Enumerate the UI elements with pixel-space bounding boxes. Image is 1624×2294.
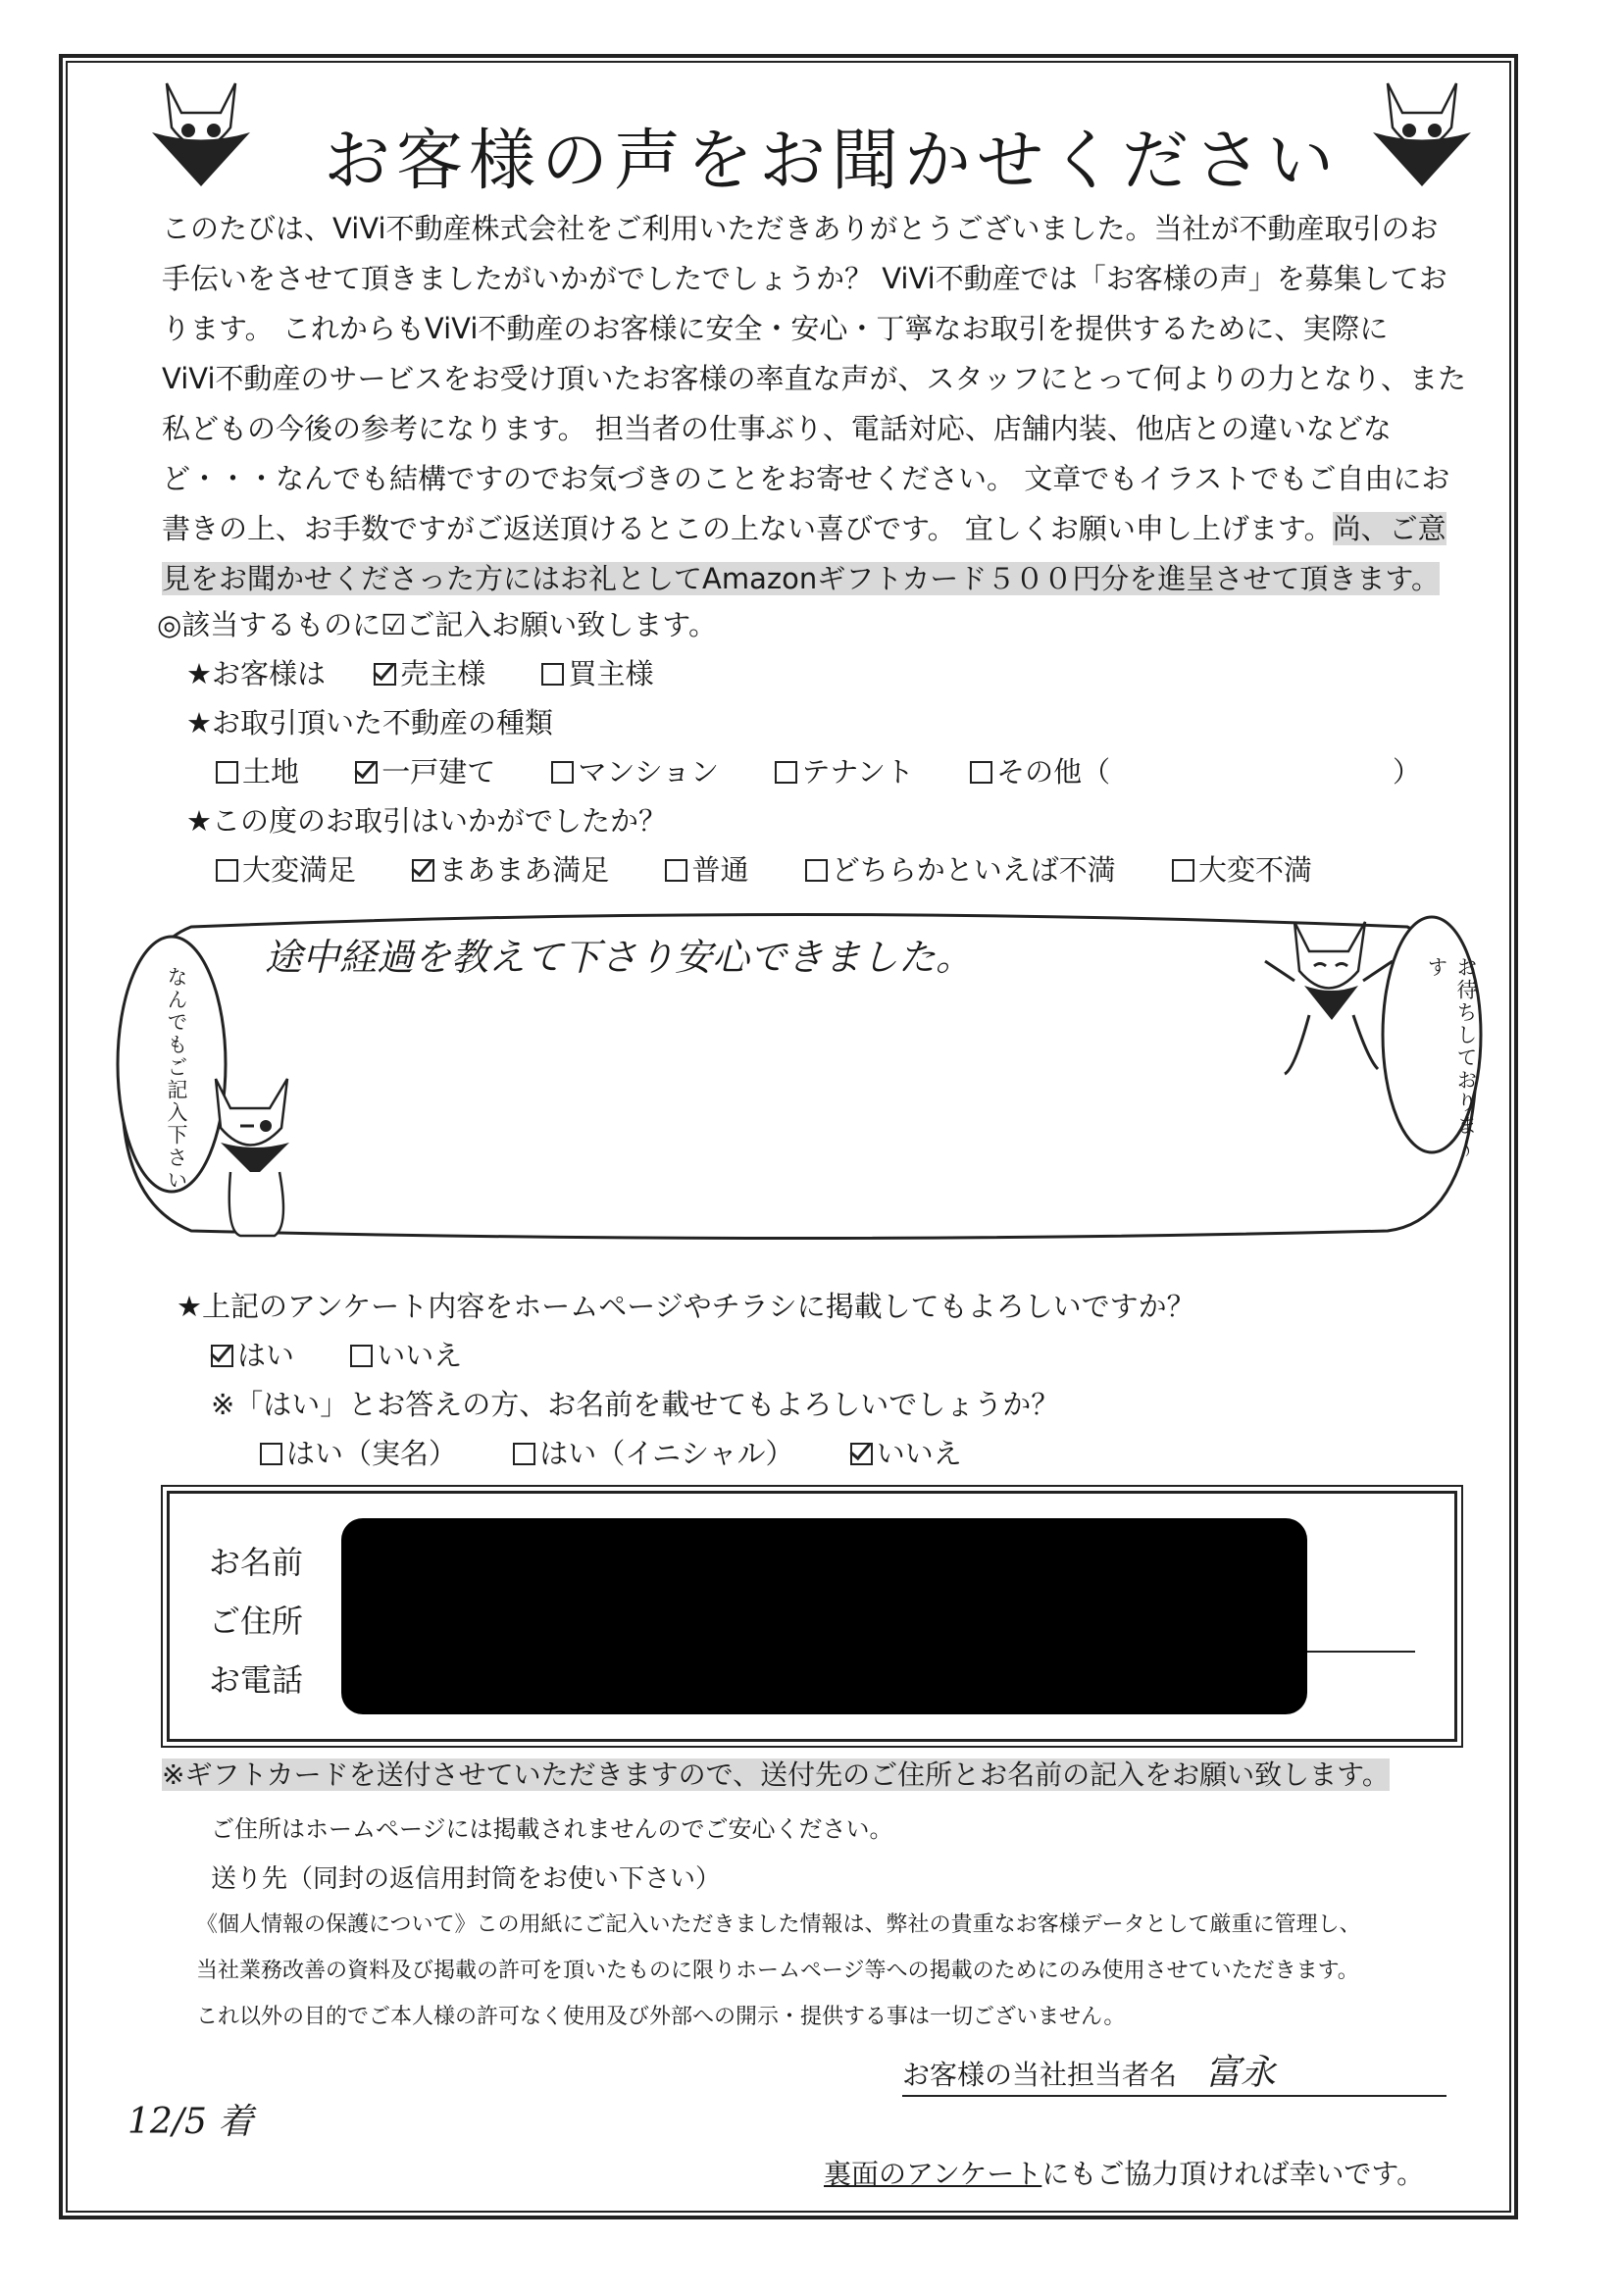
q3-options <box>216 848 1359 889</box>
gift-card-notice <box>162 1754 1390 1793</box>
privacy-line: 当社業務改善の資料及び掲載の許可を頂いたものに限りホームページ等への掲載のためにのみ使用させていただきます。 <box>196 1959 1359 1983</box>
right-bubble-text: お待ちしておりま～す <box>1425 956 1478 1159</box>
page-title: お客様の声をお聞かせください <box>324 123 1341 200</box>
option-label: 土地 <box>242 755 300 789</box>
phone-label: お電話 <box>209 1661 304 1699</box>
q3-option-very-dissatisfied[interactable] <box>1172 848 1312 889</box>
q3-label: ★この度のお取引はいかがでしたか？ <box>186 804 667 838</box>
checkbox[interactable] <box>665 859 687 882</box>
q3-option-neutral[interactable] <box>665 848 748 889</box>
option-label: はい（実名） <box>286 1437 458 1470</box>
checkbox-checked[interactable] <box>850 1443 873 1465</box>
intro-line: ViVi不動産のサービスをお受け頂いたお客様の率直な声が、スタッフにとって何よりの力となり、また <box>162 362 1466 395</box>
highlight-text: 尚、ご意 <box>1332 512 1446 545</box>
checkbox[interactable] <box>350 1345 373 1367</box>
name-question: ※「はい」とお答えの方、お名前を載せてもよろしいでしょうか？ <box>211 1388 1060 1421</box>
q2-option-land[interactable] <box>216 750 299 790</box>
option-label: 売主様 <box>400 657 486 690</box>
checkbox[interactable] <box>1172 859 1194 882</box>
highlight-line <box>162 554 1476 604</box>
intro-line: このたびは、ViVi不動産株式会社をご利用いただきありがとうございました。当社が不動産取引のお <box>162 212 1439 245</box>
publish-options <box>211 1334 509 1374</box>
send-to: 送り先（同封の返信用封筒をお使い下さい） <box>211 1864 722 1894</box>
name-options <box>260 1432 1009 1472</box>
q2-option-other[interactable] <box>970 750 1110 790</box>
q2-options <box>216 750 1157 790</box>
comment-text: 途中経過を教えて下さり安心できました。 <box>265 936 974 979</box>
redacted-contact-field[interactable] <box>341 1518 1307 1714</box>
highlight-text: 見をお聞かせくださった方にはお礼としてAmazonギフトカード５００円分を進呈させて頂きます。 <box>162 562 1441 595</box>
intro-line-with-highlight <box>162 504 1476 554</box>
q2-label: ★お取引頂いた不動産の種類 <box>186 706 553 739</box>
option-label: 一戸建て <box>381 755 496 789</box>
name-option-real[interactable] <box>260 1432 457 1472</box>
intro-line: 私どもの今後の参考になります。 担当者の仕事ぶり、電話対応、店舗内装、他店との違いなどな <box>162 412 1392 445</box>
name-label: お名前 <box>209 1544 304 1581</box>
name-option-no[interactable] <box>850 1432 962 1472</box>
contact-labels <box>209 1533 303 1709</box>
publish-question: ★上記のアンケート内容をホームページやチラシに掲載してもよろしいですか？ <box>177 1290 1195 1323</box>
option-label: 大変満足 <box>242 853 357 887</box>
q2-option-house[interactable] <box>355 750 495 790</box>
publish-option-no[interactable] <box>350 1334 462 1374</box>
checkbox-checked[interactable] <box>211 1345 233 1367</box>
option-label: マンション <box>578 755 720 789</box>
option-label: 買主様 <box>568 657 654 690</box>
option-label: まあまあ満足 <box>438 853 610 887</box>
option-label: いいえ <box>377 1339 463 1372</box>
checkbox[interactable] <box>970 761 992 784</box>
address-label: ご住所 <box>209 1603 304 1640</box>
q3-option-dissatisfied[interactable] <box>805 848 1116 889</box>
received-date: 12/5 着 <box>127 2102 254 2142</box>
checkbox[interactable] <box>541 663 564 686</box>
checkbox-checked[interactable] <box>412 859 434 882</box>
phone-field-line <box>1307 1651 1415 1653</box>
checkbox[interactable] <box>216 761 238 784</box>
back-survey-link[interactable]: 裏面のアンケート <box>824 2158 1042 2190</box>
option-label: 普通 <box>691 853 749 887</box>
fox-mascot-right-icon <box>1368 74 1476 191</box>
checkbox-checked[interactable] <box>355 761 378 784</box>
survey-instruction: ◎該当するものに☑ご記入お願い致します。 <box>157 608 717 641</box>
option-label: テナント <box>801 755 914 789</box>
publish-option-yes[interactable] <box>211 1334 294 1374</box>
option-label: はい（イニシャル） <box>539 1437 794 1470</box>
fox-mascot-cheering-icon <box>1255 912 1402 1079</box>
left-bubble-text: なんでもご記入下さい <box>165 966 188 1192</box>
intro-line: 手伝いをさせて頂きましたがいかがでしたでしょうか？ ViVi不動産では「お客様の声」を募集してお <box>162 262 1447 295</box>
fox-mascot-winking-icon <box>201 1069 309 1241</box>
staff-name: 富永 <box>1204 2053 1276 2093</box>
gift-card-notice-text: ※ギフトカードを送付させていただきますので、送付先のご住所とお名前の記入をお願い致します。 <box>162 1759 1390 1791</box>
intro-line: ります。 これからもViVi不動産のお客様に安全・安心・丁寧なお取引を提供するために、実際に <box>162 312 1389 345</box>
intro-paragraph <box>162 204 1476 604</box>
intro-line: ど・・・なんでも結構ですのでお気づきのことをお寄せください。 文章でもイラストでもご自由にお <box>162 462 1450 495</box>
privacy-line: 《個人情報の保護について》この用紙にご記入いただきました情報は、弊社の貴重なお客様データとして厳重に管理し、 <box>196 1912 1361 1937</box>
back-survey-note <box>824 2153 1424 2192</box>
option-label: いいえ <box>876 1437 962 1470</box>
q1-option-seller[interactable] <box>374 652 485 692</box>
checkbox[interactable] <box>513 1443 535 1465</box>
option-label: 大変不満 <box>1197 853 1312 887</box>
q2-other-close: ） <box>1393 755 1422 789</box>
option-label: はい <box>237 1339 295 1372</box>
address-note: ご住所はホームページには掲載されませんのでご安心ください。 <box>211 1815 893 1843</box>
checkbox[interactable] <box>216 859 238 882</box>
privacy-line: これ以外の目的でご本人様の許可なく使用及び外部への開示・提供する事は一切ございません。 <box>196 2005 1126 2029</box>
fox-mascot-left-icon <box>147 74 255 191</box>
checkbox[interactable] <box>260 1443 282 1465</box>
q2-option-tenant[interactable] <box>775 750 914 790</box>
checkbox-checked[interactable] <box>374 663 396 686</box>
intro-line: 書きの上、お手数ですがご返送頂けるとこの上ない喜びです。 宜しくお願い申し上げます。 <box>162 512 1333 545</box>
back-survey-tail: にもご協力頂ければ幸いです。 <box>1041 2158 1425 2190</box>
staff-row <box>902 2045 1446 2097</box>
q3-option-satisfied[interactable] <box>412 848 609 889</box>
checkbox[interactable] <box>551 761 574 784</box>
q1-option-buyer[interactable] <box>541 652 653 692</box>
option-label: どちらかといえば不満 <box>831 853 1116 887</box>
q2-option-mansion[interactable] <box>551 750 719 790</box>
checkbox[interactable] <box>775 761 797 784</box>
q1-row <box>186 652 700 692</box>
contact-info-box <box>167 1491 1457 1742</box>
q1-label: ★お客様は <box>186 657 326 690</box>
staff-label: お客様の当社担当者名 <box>902 2059 1178 2091</box>
name-option-initial[interactable] <box>513 1432 793 1472</box>
q3-option-very-satisfied[interactable] <box>216 848 356 889</box>
option-label: その他（ <box>996 755 1111 789</box>
checkbox[interactable] <box>805 859 828 882</box>
